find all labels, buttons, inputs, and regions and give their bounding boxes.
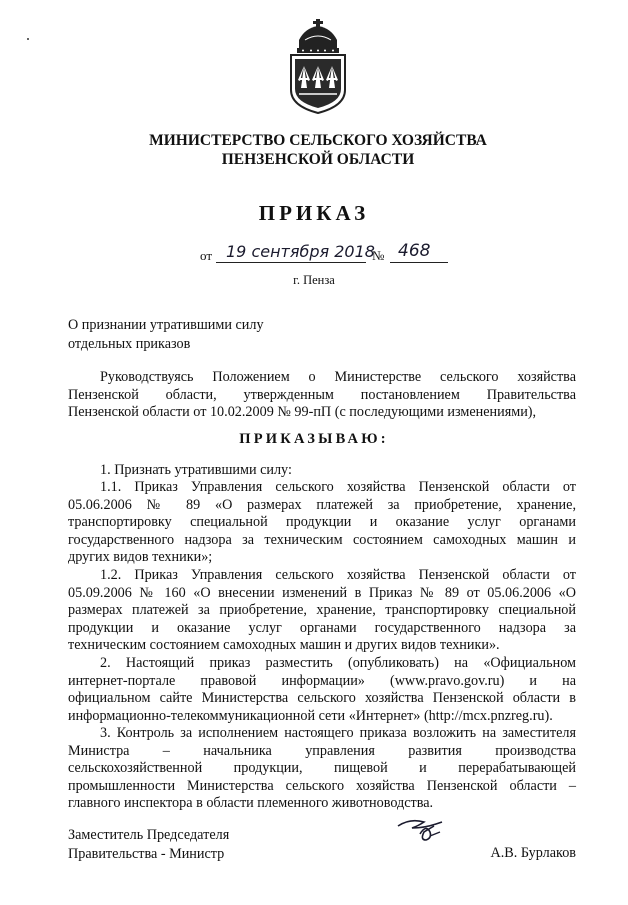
text-line: других видов техники»; [68, 549, 213, 565]
item-2-paragraph [68, 655, 576, 725]
handwritten-date: 19 сентября 2018 [226, 242, 375, 261]
text-line: государственного надзора за техническим состоянием самоходных машин и [68, 531, 576, 548]
order-subject [68, 316, 264, 354]
preamble-paragraph [68, 369, 576, 422]
text-line: Пензенской области от 10.02.2009 № 99-пП (с последующими изменениями), [68, 404, 537, 420]
position-line: Правительства - Министр [68, 846, 225, 862]
text-line: размерах платежей за приобретение, хранение, транспортировку специальной [68, 602, 576, 618]
text-line: техническим состоянием самоходных машин и других видов техники». [68, 637, 500, 653]
position-line: Заместитель Председателя [68, 827, 230, 843]
text-line: транспортировку специальной продукции и оказание услуг органами [68, 514, 576, 530]
signatory-position [68, 826, 229, 864]
text-line: 3. Контроль за исполнением настоящего приказа возложить на заместителя [100, 725, 576, 741]
text-line: сельскохозяйственной продукции, пищевой и перерабатывающей [68, 760, 576, 776]
document-type-title: ПРИКАЗ [258, 201, 370, 225]
handwritten-signature-icon [390, 812, 450, 848]
text-line: 05.09.2006 № 160 «О внесении изменений в Приказ № 89 от 05.06.2006 «О [68, 584, 576, 601]
number-underline [390, 262, 448, 263]
scan-speck [27, 38, 29, 40]
text-line: промышленности Министерства сельского хозяйства Пензенской области – [68, 777, 576, 794]
text-line: официальном сайте Министерства сельского хозяйства Пензенской области в [68, 690, 576, 706]
item-1-2-paragraph [68, 567, 576, 655]
date-from-label: от [200, 248, 213, 263]
text-line: главного инспектора в области племенного животноводства. [68, 795, 434, 811]
signatory-name: А.В. Бурлаков [490, 845, 576, 861]
subject-line: отдельных приказов [68, 336, 191, 352]
number-label: № [372, 248, 385, 263]
text-line: Пензенской области, утвержденным постановлением Правительства [68, 386, 576, 403]
ministry-name-line2: ПЕНЗЕНСКОЙ ОБЛАСТИ [221, 151, 415, 168]
text-line: интернет-портале правовой информации» (www.pravo.gov.ru) и на [68, 672, 576, 689]
text-line: Министра – начальника управления развития производства [68, 742, 576, 759]
text-line: 1.1. Приказ Управления сельского хозяйства Пензенской области от [100, 479, 576, 495]
handwritten-number: 468 [398, 241, 431, 261]
item-1-1-paragraph [68, 479, 576, 567]
command-heading: ПРИКАЗЫВАЮ: [239, 431, 389, 447]
item-3-paragraph [68, 725, 576, 813]
text-line: 1.2. Приказ Управления сельского хозяйства Пензенской области от [100, 567, 576, 583]
text-line: информационно-телекоммуникационной сети «Интернет» (http://mcx.pnzreg.ru). [68, 707, 553, 724]
text-line: 2. Настоящий приказ разместить (опубликовать) на «Официальном [100, 655, 576, 671]
text-line: 1. Признать утратившими силу: [100, 462, 292, 478]
text-line: Руководствуясь Положением о Министерстве сельского хозяйства [100, 369, 576, 385]
coat-of-arms-icon [285, 18, 351, 114]
subject-line: О признании утратившими силу [68, 317, 264, 333]
date-underline [216, 262, 366, 263]
text-line: продукции и оказание услуг органами государственного надзора за [68, 619, 576, 636]
ministry-name-line1: МИНИСТЕРСТВО СЕЛЬСКОГО ХОЗЯЙСТВА [149, 132, 487, 149]
city-label: г. Пенза [293, 273, 335, 287]
item-1-paragraph [68, 462, 576, 480]
text-line: 05.06.2006 № 89 «О размерах платежей за приобретение, хранение, [68, 496, 576, 513]
